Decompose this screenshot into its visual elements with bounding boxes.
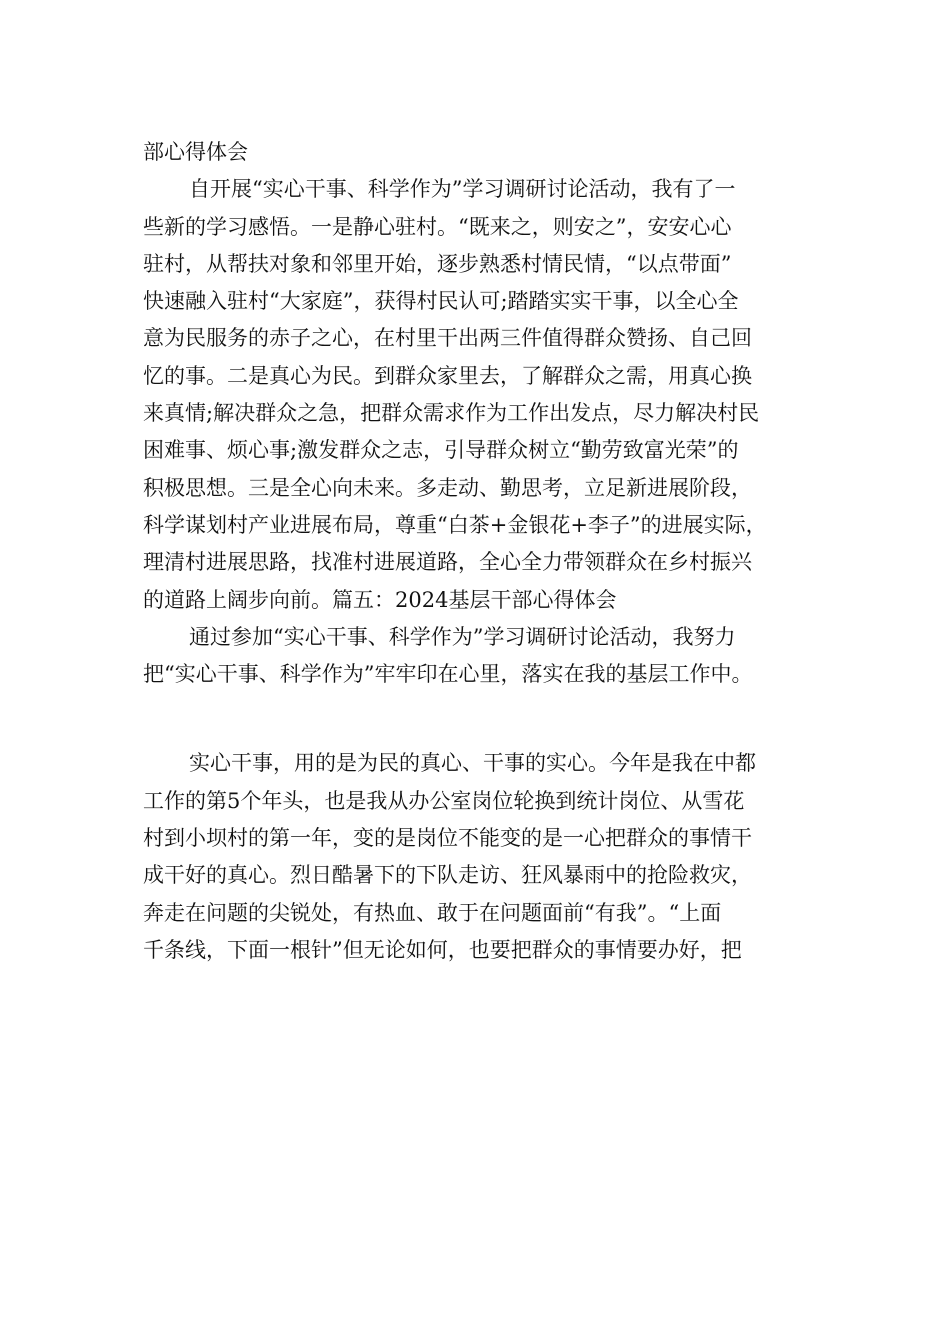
text-line: 理清村进展思路，找准村进展道路，全心全力带领群众在乡村振兴 xyxy=(143,550,752,575)
text-line: 来真情;解决群众之急，把群众需求作为工作出发点，尽力解决村民 xyxy=(143,401,760,426)
text-line: 忆的事。二是真心为民。到群众家里去，了解群众之需，用真心换 xyxy=(143,363,752,388)
text-line: 困难事、烦心事;激发群众之志，引导群众树立“勤劳致富光荣”的 xyxy=(143,438,739,463)
text-line: 把“实心干事、科学作为”牢牢印在心里，落实在我的基层工作中。 xyxy=(143,662,753,687)
text-line: 部心得体会 xyxy=(143,140,248,164)
text-line: 些新的学习感悟。一是静心驻村。“既来之，则安之”，安安心心 xyxy=(143,214,732,239)
document-body xyxy=(143,134,823,969)
paragraph-start-line: 通过参加“实心干事、科学作为”学习调研讨论活动，我努力 xyxy=(189,624,736,649)
text-line: 奔走在问题的尖锐处，有热血、敢于在问题面前“有我”。“上面 xyxy=(143,900,722,925)
text-line: 意为民服务的赤子之心，在村里干出两三件值得群众赞扬、自己回 xyxy=(143,326,752,351)
paragraph-gap xyxy=(143,693,823,745)
text-line: 积极思想。三是全心向未来。多走动、勤思考，立足新进展阶段， xyxy=(143,475,752,500)
text-line: 工作的第5个年头，也是我从办公室岗位轮换到统计岗位、从雪花 xyxy=(143,788,745,813)
text-line: 快速融入驻村“大家庭”，获得村民认可;踏踏实实干事，以全心全 xyxy=(143,289,739,314)
text-line: 科学谋划村产业进展布局，尊重“白茶+金银花+李子”的进展实际， xyxy=(143,512,767,537)
text-line: 村到小坝村的第一年，变的是岗位不能变的是一心把群众的事情干 xyxy=(143,826,752,851)
text-line: 千条线，下面一根针”但无论如何，也要把群众的事情要办好，把 xyxy=(143,937,742,962)
paragraph-start-line: 实心干事，用的是为民的真心、干事的实心。今年是我在中都 xyxy=(189,751,756,776)
text-line: 成干好的真心。烈日酷暑下的下队走访、狂风暴雨中的抢险救灾， xyxy=(143,863,752,888)
paragraph-start-line: 自开展“实心干事、科学作为”学习调研讨论活动，我有了一 xyxy=(189,177,736,202)
text-line: 的道路上阔步向前。篇五：2024基层干部心得体会 xyxy=(143,587,617,612)
text-line: 驻村，从帮扶对象和邻里开始，逐步熟悉村情民情，“以点带面” xyxy=(143,251,732,276)
